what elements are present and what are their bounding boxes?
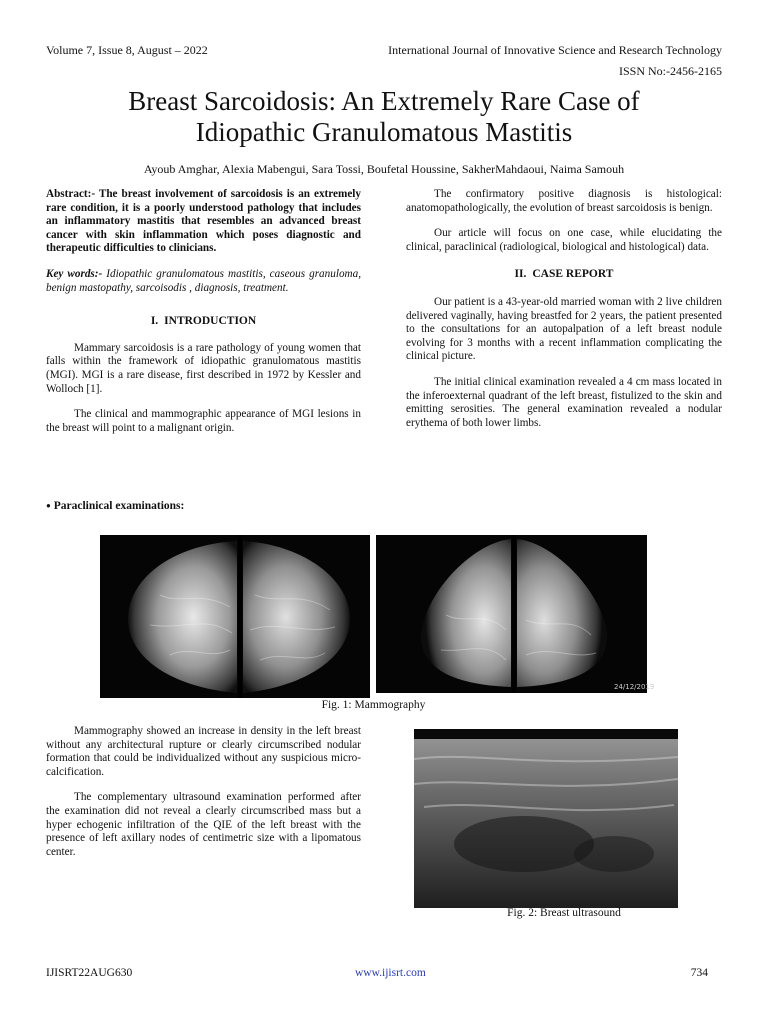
figure-2-caption: Fig. 2: Breast ultrasound — [507, 907, 621, 919]
figure-1-caption: Fig. 1: Mammography — [321, 699, 426, 711]
article-id: IJISRT22AUG630 — [46, 967, 133, 979]
keywords-text: Idiopathic granulomatous mastitis, caseous granuloma, benign mastopathy, sarcoisodis , diagnosis, treatment. — [46, 267, 362, 294]
intro-paragraph-2: The clinical and mammographic appearance of MGI lesions in the breast will point to a malignant origin. — [46, 408, 361, 434]
right-column — [406, 188, 722, 442]
ultrasound-image — [414, 729, 678, 908]
abstract — [46, 188, 361, 256]
ultrasound-paragraph: The complementary ultrasound examination performed after the examination did not reveal a clearly circumscribed mass but a hyper echogenic infiltration of the QIE of the left breast with the presence of left axillary nodes of centimetric size with a lipomatous center. — [46, 791, 361, 858]
bullet-icon: ● — [46, 501, 51, 510]
mammogram-date-stamp: 24/12/2019 — [614, 683, 655, 691]
intro-title: INTRODUCTION — [164, 315, 257, 328]
case-heading — [406, 268, 722, 282]
case-title: CASE REPORT — [532, 268, 614, 281]
intro-paragraph-1: Mammary sarcoidosis is a rare pathology of young women that falls within the framework of idiopathic granulomatous mastitis (MGI). MGI is a rare disease, first described in 1972 by Kessler and Wolloch [1]. — [46, 341, 361, 395]
paper-title — [0, 86, 768, 148]
page-number: 734 — [690, 967, 708, 979]
mammogram-image-2 — [376, 535, 655, 693]
title-line-2: Idiopathic Granulomatous Mastitis — [195, 117, 573, 147]
right-paragraph-1: The confirmatory positive diagnosis is histological: anatomopathologically, the evolution of breast sarcoidosis is benign. — [406, 188, 722, 214]
case-paragraph-2: The initial clinical examination revealed a 4 cm mass located in the inferoexternal quadrant of the left breast, fistulized to the skin and emitting serosities. The general examination revealed a nodular erythema of both lower limbs. — [406, 375, 722, 429]
paraclinical-label: Paraclinical examinations: — [53, 500, 185, 512]
right-paragraph-2: Our article will focus on one case, while elucidating the clinical, paraclinical (radiological, biological and histological) data. — [406, 227, 722, 253]
issn: ISSN No:-2456-2165 — [618, 64, 722, 78]
journal-link[interactable]: www.ijisrt.com — [355, 967, 426, 979]
abstract-text: The breast involvement of sarcoidosis is an extremely rare condition, it is a poorly understood pathology that includes an inflammatory mastitis that resembles an advanced breast cancer with skin inflammation which poses diagnostic and therapeutic difficulties to clinicians. — [46, 188, 361, 255]
case-number: II. — [514, 268, 527, 281]
intro-number: I. — [150, 315, 159, 328]
intro-heading — [46, 315, 361, 329]
keywords — [46, 268, 361, 295]
abstract-label: Abstract:- — [46, 188, 96, 200]
case-paragraph-1: Our patient is a 43-year-old married woman with 2 live children delivered vaginally, having breastfed for 2 years, the patient presented to the consultations for an autopalpation of a left breast nodule evolving for 3 months with a recent inflammation complicating the clinical picture. — [406, 295, 722, 363]
title-line-1: Breast Sarcoidosis: An Extremely Rare Case of — [128, 86, 640, 116]
keywords-label: Key words:- — [46, 267, 103, 280]
volume-info: Volume 7, Issue 8, August – 2022 — [46, 43, 208, 57]
lower-left-column — [46, 725, 361, 871]
mammogram-image-1 — [100, 535, 370, 698]
left-column — [46, 188, 361, 447]
paraclinical-heading — [46, 500, 184, 512]
journal-name: International Journal of Innovative Science and Research Technology — [388, 43, 722, 57]
mammography-paragraph: Mammography showed an increase in density in the left breast without any architectural rupture or clearly circumscribed nodular formation that could be individualized without any suspicious micro-calcification. — [46, 725, 361, 778]
authors: Ayoub Amghar, Alexia Mabengui, Sara Tossi, Boufetal Houssine, SakherMahdaoui, Naima Samouh — [143, 162, 625, 176]
